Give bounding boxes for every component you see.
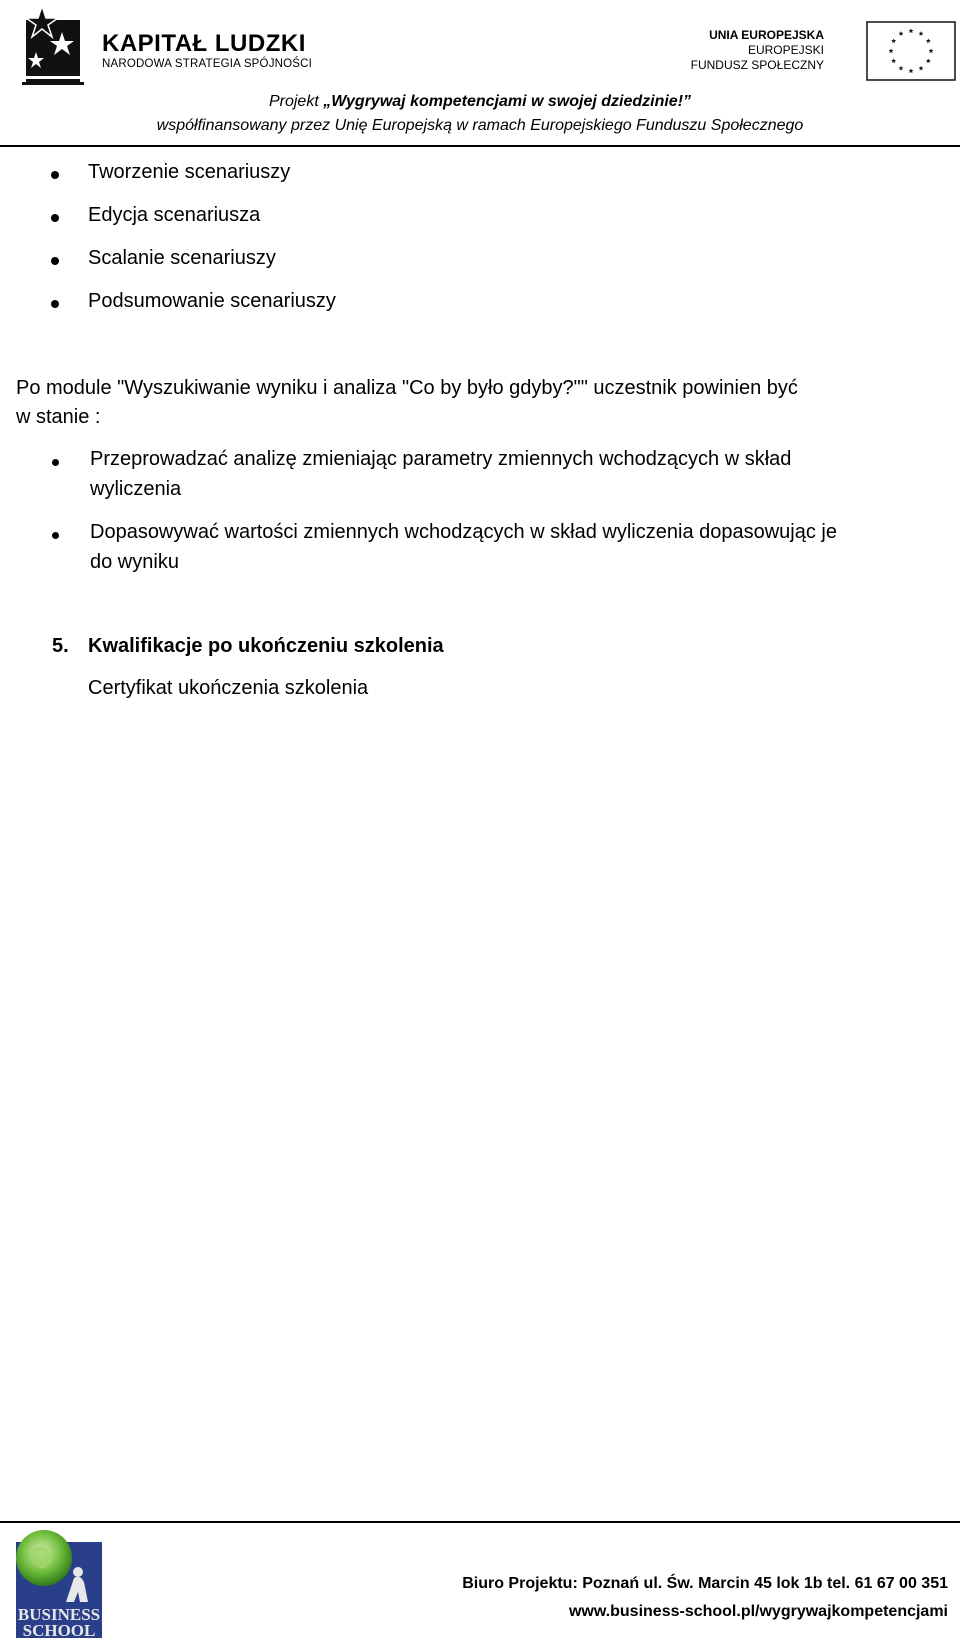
footer-divider	[0, 1521, 960, 1523]
list-item: Tworzenie scenariuszy	[88, 161, 291, 183]
outcome-intro-line-2: w stanie :	[16, 406, 101, 428]
logo-line-1: BUSINESS	[17, 1605, 101, 1624]
bullet-icon	[51, 257, 59, 265]
kapital-ludzki-logo-icon	[22, 2, 84, 92]
eu-fund-label	[691, 28, 824, 73]
list-item: Scalanie scenariuszy	[88, 247, 276, 269]
outcome-item-line-2: wyliczenia	[90, 478, 182, 500]
kapital-ludzki-title: KAPITAŁ LUDZKI	[102, 30, 306, 57]
outcome-item-line-2: do wyniku	[90, 551, 179, 573]
section-content: Certyfikat ukończenia szkolenia	[88, 677, 369, 699]
eu-line-1: UNIA EUROPEJSKA	[709, 28, 824, 42]
project-prefix: Projekt	[268, 93, 324, 110]
project-title: „Wygrywaj kompetencjami w swojej dziedzinie!”	[323, 93, 692, 110]
cofinance-line: współfinansowany przez Unię Europejską w ramach Europejskiego Funduszu Społecznego	[156, 117, 804, 134]
bullet-icon	[51, 214, 59, 222]
outcome-item-line-1: Dopasowywać wartości zmiennych wchodzących w skład wyliczenia dopasowując je	[90, 521, 837, 543]
outcome-item-line-1: Przeprowadzać analizę zmieniając parametry zmiennych wchodzących w skład	[90, 448, 792, 470]
outcome-intro-line-1: Po module "Wyszukiwanie wyniku i analiza "Co by było gdyby?"" uczestnik powinien być	[16, 377, 798, 399]
logo-line-2: SCHOOL	[22, 1621, 96, 1640]
bullet-icon	[52, 532, 59, 539]
bullet-icon	[52, 459, 59, 466]
project-line	[0, 93, 960, 111]
section-number: 5.	[52, 635, 69, 657]
bullet-icon	[51, 171, 59, 179]
eu-line-2: EUROPEJSKI	[747, 43, 824, 57]
list-item: Edycja scenariusza	[88, 204, 261, 226]
eu-flag-icon	[866, 21, 956, 81]
bullet-icon	[51, 300, 59, 308]
footer-address: Biuro Projektu: Poznań ul. Św. Marcin 45 lok 1b tel. 61 67 00 351	[462, 1575, 948, 1592]
business-school-logo-icon	[14, 1528, 104, 1640]
section-title: Kwalifikacje po ukończeniu szkolenia	[88, 635, 444, 657]
kapital-ludzki-subtitle: NARODOWA STRATEGIA SPÓJNOŚCI	[102, 58, 313, 70]
header-divider	[0, 145, 960, 147]
footer-website: www.business-school.pl/wygrywajkompetencjami	[568, 1603, 948, 1620]
eu-line-3: FUNDUSZ SPOŁECZNY	[690, 58, 824, 72]
list-item: Podsumowanie scenariuszy	[88, 290, 336, 312]
